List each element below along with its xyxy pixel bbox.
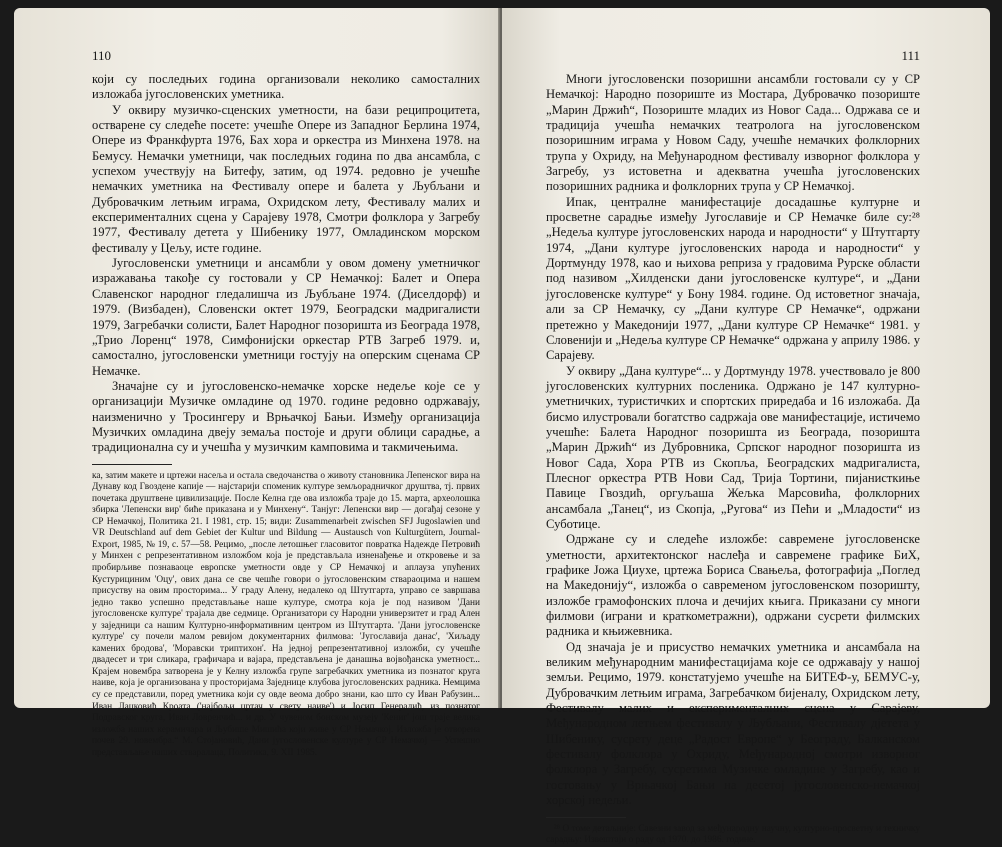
left-paragraph-4: Значајне су и југословенско-немачке хорске недеље које се у организацији Музичке омладине од 1970. године редовно одржавају, наизменично у Тросингеру и Врњачкој Бањи. Између организација Музичких омладина двеју земаља постоје и други облици сарадње, а традиционална су и учешћа у музичким камповима и такмичењима. <box>92 378 480 455</box>
left-paragraph-2: У оквиру музичко-сценских уметности, на бази реципроцитета, остварене су следеће посете: учешће Опере из Западног Берлина 1974, Опере из Франкфурта 1976, Бах хора и оркестра из Минхена 1978. на Бемусу. Немачки уметници, чак последњих година по два ансамбла, с успехом учествују на Битефу, затим, од 1974. редовно је учешће немачких уметника на Фестивалу опере и балета у Љубљани и Дубровачким летњим играма, Охридском лету, Фестивалу малих и експерименталних сцена у Сарајеву 1978, Смотри фолклора у Загребу 1977, Фестивалу детета у Шибенику 1977, Омладинском морском фестивалу у Цељу, исте године. <box>92 102 480 255</box>
right-footnote-block <box>546 824 920 847</box>
left-paragraph-3: Југословенски уметници и ансамбли у овом домену уметничког изражавања такође су гостовали у СР Немачкој: Балет и Опера Славенског народног гледалишча из Љубљане 1974. (Диселдорф) и 1979. (Визбаден), Словенски октет 1979, Београдски мадригалисти 1979, Загребачки солисти, Балет Народног позоришта из Београда 1978, „Трио Лоренц“ 1978, Симфонијски оркестар РТВ Загреб 1979. и, самостално, југословенски уметници гостују на оперским сценама СР Немачке. <box>92 256 480 378</box>
right-page <box>502 8 990 846</box>
footnote-rule-right <box>546 817 626 818</box>
left-page <box>14 8 500 758</box>
footnote-rule-left <box>92 464 172 465</box>
left-page-body <box>92 72 480 456</box>
left-footnote-block <box>92 471 480 760</box>
right-footnote: ²⁸ О томе детаљније: Савезни завод за међународну научну, културно-просветну и техничку сарадњу: Извештаји о раду од 1970. до 1986. године. <box>546 823 920 846</box>
right-paragraph-5: Од значаја је и присуство немачких уметника и ансамбала на великим међународним манифестацијама које се одржавају у нашој земљи. Рецимо, 1979. констатујемо учешће на БИТЕФ-у, БЕМУС-у, Дубровачким летњим играма, Загребачком бијеналу, Охридском лету, Фестивалу малих и експерименталних сцена у Сарајеву, Међународном летњем фестивалу у Љубљани, Фестивалу дјетета у Шибенику, сусрету деце „Радост Европе“ у Београду, Балканском фестивалу фолклора у Охриду, Међународној смотри изворног фолклора у Загребу, сусретима Музичке омладине у Загребу, као и гостовању у Врњачкој Бањи на десетој југословенско-немачкој хорској недељи. <box>546 639 920 808</box>
page-number-left: 110 <box>92 48 112 63</box>
right-paragraph-3: У оквиру „Дана културе“... у Дортмунду 1978. учествовало је 800 југословенских културних посленика. Одржано је 147 културно-уметничких, туристичких и спортских приредаба и 16 изложаба. Да бисмо илустровали богатство садржаја ове манифестације, истичемо учешће: Балета Народног позоришта из Београда, позоришта „Марин Држић“ из Дубровника, Српског народног позоришта из Новог Сада, Хора РТВ из Скопља, Београдских мадригалиста, Плесног оркестра РТВ Нови Сад, Трија Тортини, пијанисткиње Павице Гвоздић, оргуљаша Жељка Марсовића, фолклорних ансамбала „Танец“, из Скопја, „Ругова“ из Пећи и „Младости“ из Суботице. <box>546 363 920 531</box>
page-number-right: 111 <box>901 48 920 63</box>
right-paragraph-2: Ипак, централне манифестације досадашње културне и просветне сарадње између Југославије и СР Немачке биле су:²⁸ „Недеља културе југословенских народа и народности“ у Штутгарту 1974, „Дани културе југословенских народа и народности“ у Дортмунду 1978, као и њихова реприза у градовима Рурске области под називом „Хилденски дани југословенске културе“, и „Дани југословенске културе“ у Бону 1984. године. Од истоветног значаја, али за СР Немачку, су „Дани културе СР Немачке“, одржани претежно у Македонији 1977, „Дани културе СР Немачке“ 1981. у Словенији и „Недеља културе СР Немачке“ одржана у априлу 1986. у Сарајеву. <box>546 194 920 363</box>
right-paragraph-1: Многи југословенски позоришни ансамбли гостовали су у СР Немачкој: Народно позориште из Мостара, Дубровачко позориште „Марин Држић“, Позориште младих из Новог Сада... Одржава се и традиција учешћа немачких театролога на југословенском позоришним играма у Новом Саду, учешће немачких фолклорних трупа у Охриду, на Међународном фестивалу изворног фолклора у Загребу, уз истоветна и адекватна учешћа југословенских позоришних радника и фолклорних трупа у СР Немачкој. <box>546 72 920 194</box>
right-paragraph-4: Одржане су и следеће изложбе: савремене југословенске уметности, архитектонског наслеђа и савремене графике БиХ, графике Јожа Циухе, цртежа Бориса Свањеља, фотографија „Поглед на Македонију“, изложба о савременом југословенском позоришту, изложбе грамофонских плоча и дечијих књига. Приказани су многи филмови (играни и краткометражни), одржани сусрети филмских радника и књижевника. <box>546 532 920 639</box>
left-paragraph-1: који су последњих година организовали неколико самосталних изложаба југословенских уметника. <box>92 72 480 102</box>
right-page-body <box>546 72 920 809</box>
left-footnote: ка, затим макете и цртежи насеља и остала сведочанства о животу становника Лепенског вира на Дунаву код Гвоздене капије — најстарији споменик културе земљорадничког друштва, тј. првих почетака друштвене цивилизације. После Келна где ова изложба траје до 15. марта, археолошка збирка 'Лепенски вир' биће приказана и у Минхену“. Танјуг: Лепенски вир — догађај сезоне у СР Немачкој, Политика 21. I 1981, стр. 15; види: Zusammenarbeit zwischen SFJ Jugoslawien und VR Deutschland auf dem Gebiet der Kultur und Bildung — Austausch von Kulturgütern, Journal-Export, 1985, № 19, с. 57—58. Рецимо, „после летошњег гласовитог повратка Надежде Петровић у Минхен с репрезентативном изложбом која је представљала изненађење и откровење и за пробирљиве познаваоце европске уметности овде у СР Немачкој и аплауза упућених Кустурициним 'Оцу', ових дана се све чешће говори о југословенским ствараоцима и нашем присуству на овим просторима... У граду Алену, недалеко од Штутгарта, управо се завршава једно такво успешно представљање наше културе, смотра која је под називом 'Дани југословенске културе' трајала две седмице. Организатори су Народни универзитет и град Ален у заједници са нашим Културно-информативним центром из Штутгарта. 'Дани југословенске културе' су почели малом ревијом документарних филмова: 'Југославија данас', 'Хиљаду камених бродова', 'Моравски триптихон'. На једној репрезентативној изложби, су учешће двадесет и три сликара, графичара и вајара, представљена је данашња војвођанска уметност... Крајем новембра затворена је у Келну изложба групе загребачких уметника из познатог круга наиве, која је организована у просторијама Заједнице клубова југословенских радника. Немцима су се представили, поред уметника који су овде веома добро знани, као што су Иван Рабузин... Иван Лацковић Кроата ('најбољи цртач у свету наиве') и Јосип Генералић, из познатог Подравског круга, Иван Ловренчић... и др. У чувеном бонском музеју 'Кениг' још траје велика изложба наших керамичара и Љубише Мишића који живе у СР Немачкој. Изложба је отворена почев 29. новембра.“ М. Стојановић, Дани југословенске културе у СР Немачкој — Успешно представљање наших стваралаца, Политика, 9. XII 1985. <box>92 470 480 758</box>
